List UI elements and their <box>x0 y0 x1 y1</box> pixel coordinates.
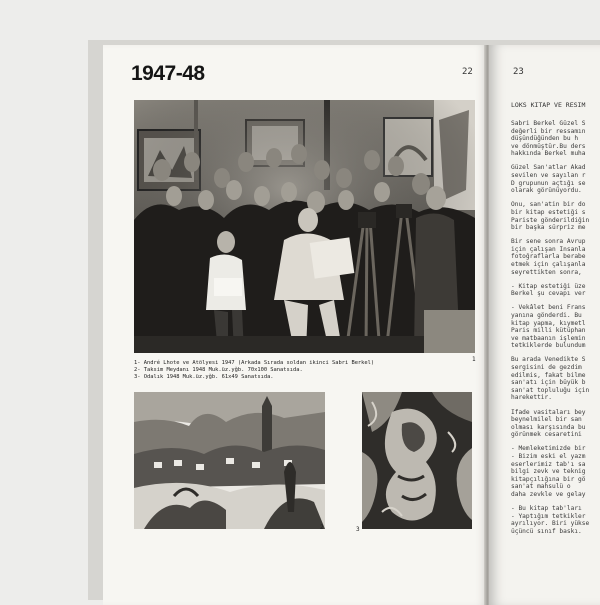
figure-number-2: 2 <box>320 524 324 531</box>
body-line: olması karşısında bu <box>511 423 586 431</box>
body-line: Sabri Berkel Güzel S <box>511 120 586 127</box>
body-line: seyrettikten sonra, <box>511 268 582 276</box>
body-line: daha zevkle ve gelay <box>511 490 586 498</box>
body-line: san'at topluluğu için <box>511 386 590 394</box>
body-line: beynelmilel bir san <box>511 416 582 424</box>
body-line: bilgi zevk ve teknig <box>511 468 586 476</box>
body-paragraph <box>511 356 600 402</box>
body-line: kitap yapma, kıymetl <box>511 319 586 327</box>
body-line: sevilen ve sayılan r <box>511 172 586 180</box>
body-line: kitapçılığına bir gö <box>511 475 586 483</box>
body-line: Onu, san'atin bir do <box>511 201 586 209</box>
body-line: bir kitap estetiği s <box>511 208 586 216</box>
page-number-right: 23 <box>513 67 524 77</box>
body-line: Güzel San'atlar Akad <box>511 164 586 172</box>
body-line: - Memleketimizde bir <box>511 445 586 453</box>
caption-2: 2- Taksim Meydanı 1948 Muk.üz.yğb. 70x100 Sanatsıda. <box>134 367 303 373</box>
odalik-painting <box>362 392 472 529</box>
body-line: san'atı için büyük b <box>511 379 586 387</box>
body-line: eserlerimiz tab'ı sa <box>511 460 586 468</box>
body-line: fotoğraflarla berabe <box>511 253 586 261</box>
body-paragraph <box>511 120 600 158</box>
body-line: Paris milli kütüphan <box>511 327 586 335</box>
body-paragraph <box>511 409 600 439</box>
body-line: yanına gönderdi. Bu <box>511 311 582 319</box>
body-paragraph <box>511 304 600 350</box>
body-line: - Bizim eski el yazm <box>511 452 586 460</box>
body-line: Pariste gönderildiğin <box>511 216 590 224</box>
body-line: D grupunun açtığı se <box>511 179 586 187</box>
caption-3: 3- Odalık 1948 Muk.üz.yğb. 61x49 Sanatsıda. <box>134 374 274 380</box>
body-paragraph <box>511 164 600 194</box>
body-line: bir başka sürpriz me <box>511 224 586 232</box>
body-line: - Bu kitap tab'ları <box>511 505 582 513</box>
body-line: Bu arada Venedikte S <box>511 356 586 364</box>
body-line: tetkiklerde bulundum <box>511 342 586 350</box>
body-line: harekettir. <box>511 394 552 402</box>
body-line: değerli bir ressamın <box>511 127 586 135</box>
year-title: 1947-48 <box>131 62 205 85</box>
taksim-painting <box>134 392 325 529</box>
body-paragraph <box>511 283 600 298</box>
body-paragraph <box>511 238 600 276</box>
body-line: ayrılıyor. Biri yükse <box>511 520 590 528</box>
body-line: edilmis, fakat bilme <box>511 371 586 379</box>
body-line: - Vekâlet beni Frans <box>511 304 586 312</box>
body-line: olarak görünüyordu. <box>511 187 582 195</box>
body-paragraph <box>511 505 600 535</box>
body-line: hakkında Berkel muha <box>511 150 586 158</box>
right-page-body <box>511 120 600 542</box>
body-line: görünmek cesaretini <box>511 431 582 439</box>
body-paragraph <box>511 445 600 498</box>
figure-number-1: 1 <box>472 356 476 363</box>
body-line: ve matbaanın işlemin <box>511 334 586 342</box>
body-line: - Yaptığım tetkikler <box>511 512 586 520</box>
body-line: sergisini de gezdim <box>511 364 582 372</box>
body-line: ve dönmüştür.Bu ders <box>511 142 586 150</box>
right-page-heading: LOKS KITAP VE RESIM <box>511 101 586 109</box>
body-line: san'at mahsulü o <box>511 483 571 491</box>
body-line: için çalışan İnsanla <box>511 245 586 253</box>
body-line: üçüncü sınıf baskı. <box>511 527 582 535</box>
body-line: İfade vasitaları bey <box>511 408 586 416</box>
page-number-left: 22 <box>462 67 473 77</box>
body-paragraph <box>511 201 600 231</box>
figure-number-3: 3 <box>356 526 360 533</box>
photo-captions <box>134 360 464 381</box>
body-line: düşündüğünden bu h <box>511 135 579 143</box>
body-line: Berkel şu cevapı ver <box>511 290 586 298</box>
caption-1: 1- André Lhote ve Atölyesi 1947 (Arkada Sırada soldan ikinci Sabri Berkel) <box>134 360 375 366</box>
body-line: Bir sene sonra Avrup <box>511 238 586 246</box>
body-line: - Kitap estetiği üze <box>511 282 586 290</box>
body-line: etmek için çalışanla <box>511 261 586 268</box>
atelier-group-photo <box>134 100 475 353</box>
